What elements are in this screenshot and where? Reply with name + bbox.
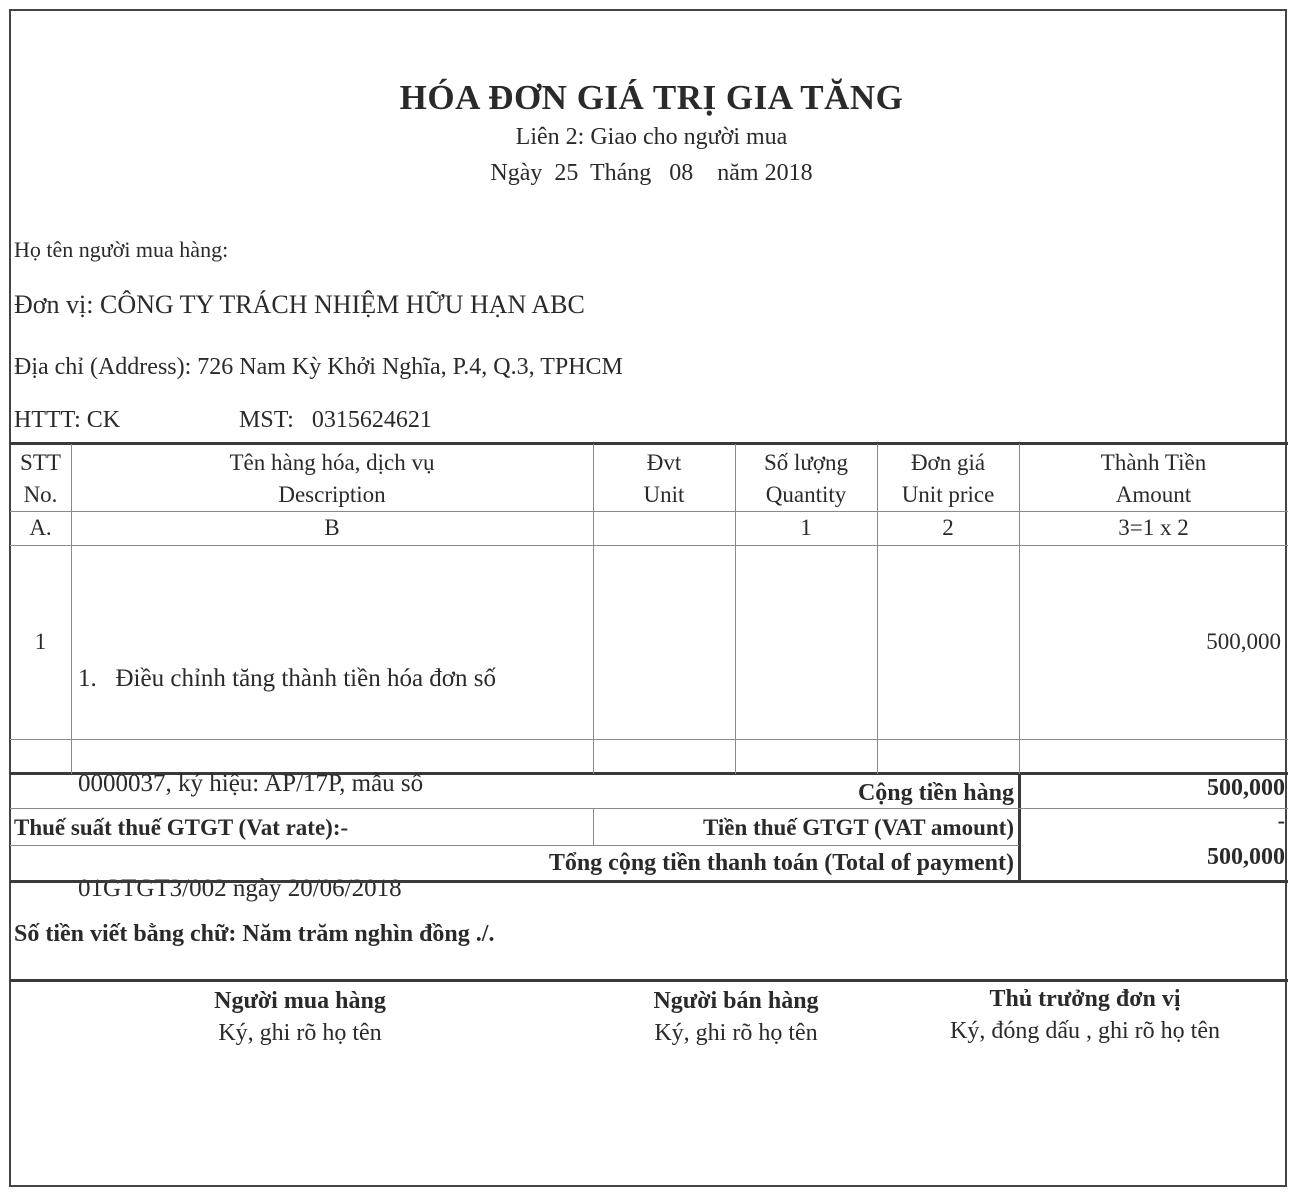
header-line: Unit price: [901, 482, 995, 507]
signature-note: Ký, ghi rõ họ tên: [654, 1020, 818, 1046]
header-line: Description: [278, 482, 386, 507]
vat-rate-label: Thuế suất thuế GTGT (Vat rate):-: [14, 815, 349, 840]
signature-role: Người bán hàng: [653, 988, 819, 1014]
header-line: No.: [23, 482, 58, 507]
subtotal-label: Cộng tiền hàng: [857, 780, 1014, 806]
header-line: Đơn giá: [910, 450, 986, 475]
header-line: Số lượng: [763, 450, 849, 475]
item-description: [78, 591, 590, 941]
header-line: Unit: [643, 482, 685, 507]
item-amount: 500,000: [1206, 629, 1281, 654]
divider: [10, 979, 1288, 982]
description-line: 0000037, ký hiệu: AP/17P, mẫu số: [78, 770, 424, 797]
invoice-title: HÓA ĐƠN GIÁ TRỊ GIA TĂNG: [399, 78, 904, 117]
item-no: 1: [34, 629, 47, 654]
tax-code: MST: 0315624621: [239, 407, 432, 433]
description-line: 01GTGT3/002 ngày 20/06/2018: [78, 875, 402, 902]
code-description: B: [324, 515, 340, 540]
header-description: [71, 447, 593, 511]
payment-method: HTTT: CK: [14, 407, 121, 433]
header-line: STT: [20, 450, 61, 475]
header-line: Amount: [1115, 482, 1192, 507]
amount-in-words: Số tiền viết bằng chữ: Năm trăm nghìn đồng ./.: [14, 921, 495, 947]
subtotal-value: 500,000: [1207, 775, 1285, 801]
header-line: Quantity: [765, 482, 847, 507]
divider: [10, 545, 1288, 546]
divider: [10, 880, 1288, 883]
header-amount: [1019, 447, 1288, 511]
code-quantity: 1: [800, 515, 812, 540]
signature-role: Người mua hàng: [214, 988, 386, 1014]
table-top-border: [10, 442, 1288, 445]
buyer-name-label: Họ tên người mua hàng:: [14, 237, 229, 262]
invoice-date: Ngày 25 Tháng 08 năm 2018: [490, 160, 813, 186]
vat-amount-value: -: [1277, 808, 1285, 833]
divider: [10, 845, 1019, 846]
header-unit: [593, 447, 735, 511]
signature-note: Ký, ghi rõ họ tên: [218, 1020, 382, 1046]
signature-role: Thủ trưởng đơn vị: [989, 986, 1181, 1012]
code-unit-price: 2: [942, 515, 954, 540]
header-line: Đvt: [646, 450, 682, 475]
header-unit-price: [877, 447, 1019, 511]
vat-amount-label: Tiền thuế GTGT (VAT amount): [702, 815, 1014, 840]
code-amount: 3=1 x 2: [1118, 515, 1189, 540]
header-no: [10, 447, 71, 511]
copy-note: Liên 2: Giao cho người mua: [515, 124, 788, 150]
header-line: Thành Tiền: [1100, 450, 1207, 475]
signature-note: Ký, đóng dấu , ghi rõ họ tên: [950, 1018, 1220, 1044]
buyer-unit: Đơn vị: CÔNG TY TRÁCH NHIỆM HỮU HẠN ABC: [14, 290, 585, 319]
code-no: A.: [29, 515, 52, 540]
buyer-address: Địa chỉ (Address): 726 Nam Kỳ Khởi Nghĩa, P.4, Q.3, TPHCM: [14, 354, 623, 380]
total-label: Tổng cộng tiền thanh toán (Total of payment): [548, 850, 1014, 876]
header-line: Tên hàng hóa, dịch vụ: [229, 450, 435, 475]
signature-seller: [586, 985, 886, 1049]
header-quantity: [735, 447, 877, 511]
total-value: 500,000: [1207, 844, 1285, 870]
description-line: 1. Điều chỉnh tăng thành tiền hóa đơn số: [78, 665, 497, 692]
signature-director: [910, 983, 1260, 1047]
signature-buyer: [150, 985, 450, 1049]
